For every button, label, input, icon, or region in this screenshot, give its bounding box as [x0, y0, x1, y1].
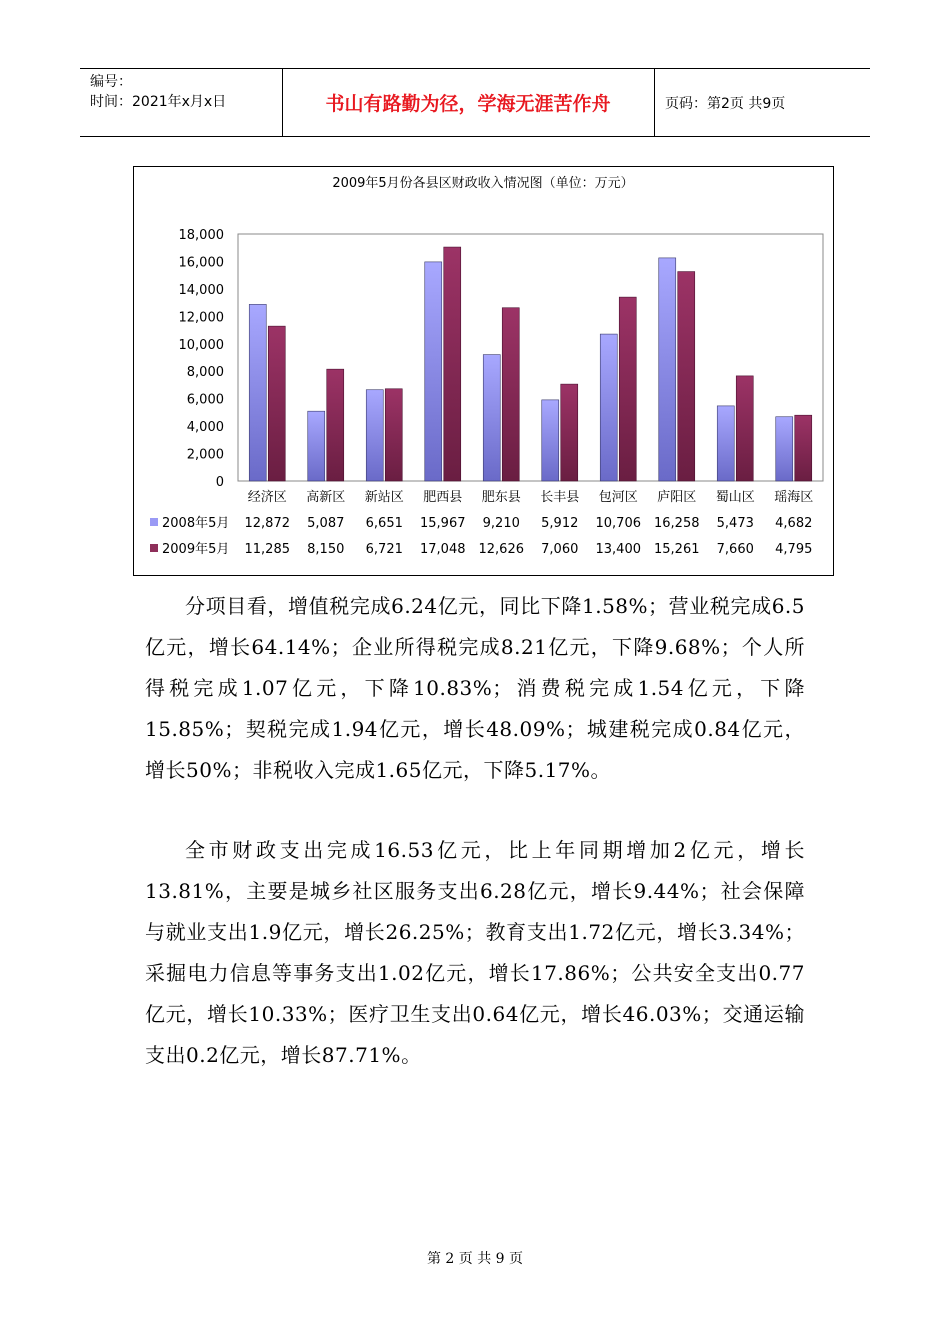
header-meta	[90, 72, 226, 112]
bar-2008	[600, 334, 617, 481]
bar-2008	[483, 355, 500, 481]
bar-2008	[366, 390, 383, 481]
data-table-value: 5,087	[307, 516, 345, 531]
legend-label: 2009年5月	[162, 542, 230, 557]
x-category-label: 蜀山区	[715, 490, 755, 505]
paragraph-tax-breakdown: 分项目看，增值税完成6.24亿元，同比下降1.58%；营业税完成6.5亿元，增长64.14%；企业所得税完成8.21亿元，下降9.68%；个人所得税完成1.07亿元，下降10.83%；消费税完成1.54亿元，下降15.85%；契税完成1.94亿元，增长48.09%；城建税完成0.84亿元，增长50%；非税收入完成1.65亿元，下降5.17%。	[145, 594, 805, 782]
data-table-value: 4,795	[775, 542, 813, 557]
x-category-label: 肥西县	[423, 490, 463, 505]
x-category-label: 瑶海区	[774, 490, 814, 505]
x-category-label: 经济区	[247, 490, 287, 505]
data-table-value: 9,210	[482, 516, 520, 531]
number-label: 编号：	[90, 74, 132, 90]
x-category-label: 高新区	[306, 490, 346, 505]
y-tick-label: 4,000	[186, 420, 224, 436]
y-tick-label: 16,000	[178, 255, 224, 271]
legend-swatch	[150, 518, 158, 526]
y-tick-label: 2,000	[186, 447, 224, 463]
data-table-value: 15,261	[654, 542, 700, 557]
y-tick-label: 18,000	[178, 228, 224, 243]
y-tick-label: 8,000	[186, 365, 224, 381]
revenue-chart-svg	[134, 167, 833, 575]
y-tick-label: 12,000	[178, 310, 224, 326]
x-category-label: 肥东县	[481, 490, 521, 505]
data-table-value: 15,967	[420, 516, 466, 531]
y-tick-label: 0	[215, 475, 224, 490]
bar-2008	[776, 417, 793, 481]
bar-2009	[795, 415, 812, 481]
bar-2008	[542, 400, 559, 481]
x-category-label: 包河区	[598, 490, 638, 505]
data-table-value: 13,400	[595, 542, 641, 557]
bar-2009	[268, 326, 285, 481]
data-table-value: 5,473	[716, 516, 754, 531]
data-table-value: 7,660	[716, 542, 754, 557]
bar-2009	[678, 272, 695, 481]
bar-2008	[659, 258, 676, 481]
plot-area	[238, 234, 823, 481]
bar-2009	[502, 308, 519, 481]
bar-2009	[385, 389, 402, 481]
bar-2009	[619, 297, 636, 481]
data-table-value: 16,258	[654, 516, 700, 531]
header-divider-right	[654, 68, 655, 137]
y-tick-label: 6,000	[186, 392, 224, 408]
header-motto: 书山有路勤为径，学海无涯苦作舟	[325, 93, 611, 115]
page-footer: 第 2 页 共 9 页	[426, 1251, 524, 1267]
time-label: 时间：2021年x月x日	[90, 94, 227, 110]
revenue-chart	[133, 166, 834, 576]
x-category-label: 庐阳区	[657, 490, 697, 505]
x-category-label: 长丰县	[540, 490, 580, 505]
bar-2008	[425, 262, 442, 481]
data-table-value: 7,060	[541, 542, 579, 557]
header-page-info: 页码：第2页 共9页	[665, 96, 786, 112]
data-table-value: 17,048	[420, 542, 466, 557]
data-table-value: 12,872	[244, 516, 290, 531]
x-category-label: 新站区	[364, 490, 404, 505]
bar-2009	[561, 384, 578, 481]
y-tick-label: 10,000	[178, 337, 224, 353]
legend-swatch	[150, 544, 158, 552]
bar-2009	[327, 369, 344, 481]
data-table-value: 4,682	[775, 516, 813, 531]
legend-label: 2008年5月	[162, 516, 230, 531]
bar-2009	[444, 247, 461, 481]
data-table-value: 5,912	[541, 516, 579, 531]
bar-2008	[717, 406, 734, 481]
data-table-value: 6,721	[365, 542, 403, 557]
data-table-value: 10,706	[595, 516, 641, 531]
bar-2008	[308, 411, 325, 481]
data-table-value: 6,651	[365, 516, 403, 531]
y-tick-label: 14,000	[178, 282, 224, 298]
bar-2009	[736, 376, 753, 481]
bar-2008	[249, 304, 266, 481]
data-table-value: 12,626	[478, 542, 524, 557]
paragraph-expenditure: 全市财政支出完成16.53亿元，比上年同期增加2亿元，增长13.81%，主要是城乡社区服务支出6.28亿元，增长9.44%；社会保障与就业支出1.9亿元，增长26.25%；教育支出1.72亿元，增长3.34%；采掘电力信息等事务支出1.02亿元，增长17.86%；公共安全支出0.77亿元，增长10.33%；医疗卫生支出0.64亿元，增长46.03%；交通运输支出0.2亿元，增长87.71%。	[145, 838, 805, 1067]
data-table-value: 8,150	[307, 542, 345, 557]
chart-title: 2009年5月份各县区财政收入情况图（单位：万元）	[332, 176, 634, 191]
data-table-value: 11,285	[244, 542, 290, 557]
